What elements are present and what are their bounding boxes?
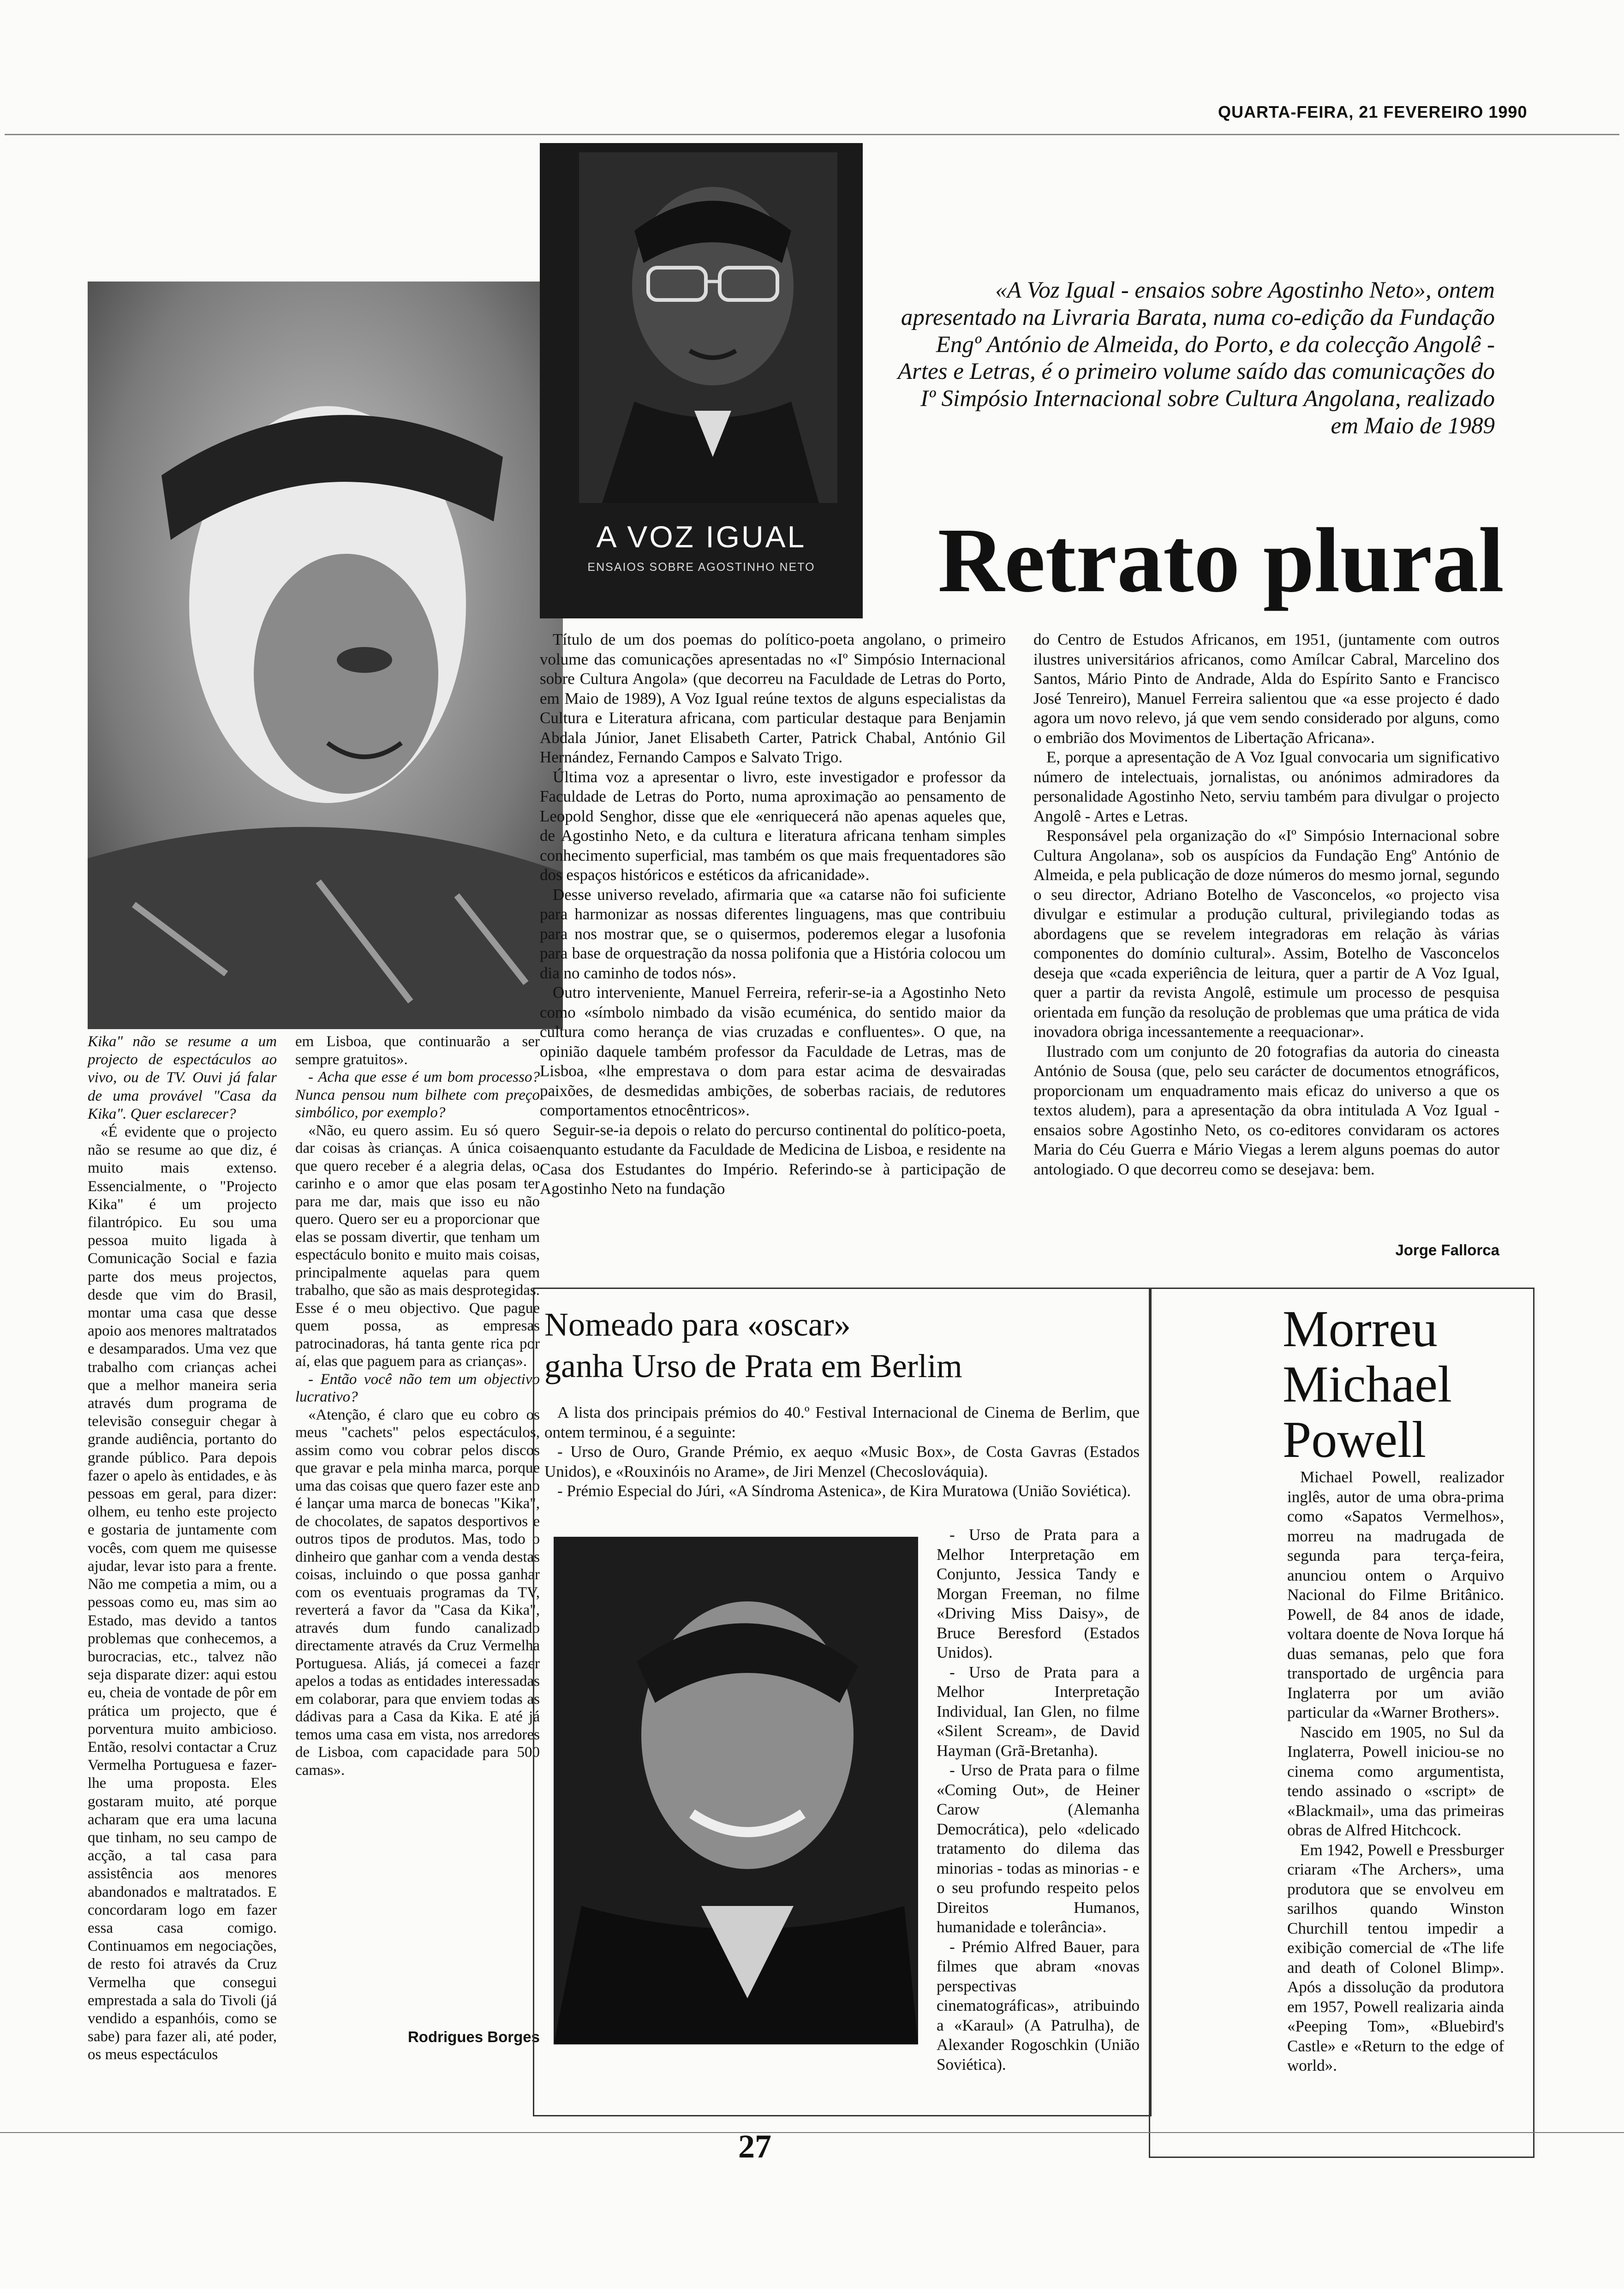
main-para-6: do Centro de Estudos Africanos, em 1951, (juntamente com outros ilustres universitários africanos, como Amílcar Cabral, Marcelino dos Santos, Mário Pinto de Andrade, Alda do Espírito Santo e Francisco José Tenreiro), Manuel Ferreira salientou que «a esse projecto é dado agora um novo relevo, já que vem sendo considerado por alguns, como o embrião dos Movimentos de Libertação Africana». [1033,630,1499,747]
berlin-alfred-bauer-prize: - Prémio Alfred Bauer, para filmes que abram «novas perspectivas cinematográficas», atribuindo a «Karaul» (A Patrulha), de Alexander Rogoschkin (União Soviética). [937,1937,1140,2073]
actor-portrait-image [554,1537,918,2044]
berlin-silver-bear-ensemble: - Urso de Prata para a Melhor Interpretação em Conjunto, Jessica Tandy e Morgan Freeman, no filme «Driving Miss Daisy», de Bruce Beresford (Estados Unidos). [937,1526,1140,1661]
powell-headline-line-2: Michael [1283,1356,1452,1413]
berlin-photo [554,1537,918,2044]
kika-answer-3: «Atenção, é claro que eu cobro os meus "cachets" pelos espectáculos, assim como vou cobrar pelos discos que gravar e pela minha marca, porque uma das coisas que quero fazer este ano é lançar uma marca de bonecas "Kika", de chocolates, de sapatos desportivos e outros tipos de produtos. Mas, todo o dinheiro que ganhar com a venda destas coisas, incluindo o que possa ganhar com os eventuais programas da TV, reverterá a favor da "Casa da Kika", através dum fundo canalizado directamente através da Cruz Vermelha Portuguesa. Aliás, já comecei a fazer apelos a todas as entidades interessadas em colaborar, para que enviem todas as dádivas para a Casa da Kika. E até já temos uma casa em vista, nos arredores de Lisboa, com capacidade para 500 camas». [295,1406,540,1779]
main-para-3: Desse universo revelado, afirmaria que «a catarse não foi suficiente para harmonizar as nossas diferentes linguagens, mas que contribuiu para nos mostrar que, se o quisermos, poderemos elegar a lusofonia para base de orquestração da nossa polifonia que a História colocou um dia no caminho de todos nós». [540,885,1006,982]
main-para-8: Responsável pela organização do «Iº Simpósio Internacional sobre Cultura Angolana», sob os auspícios da Fundação Engº António de Almeida, e pela publicação de doze números do mesmo jornal, segundo o seu director, Adriano Botelho de Vasconcelos, «o projecto visa divulgar e estimular a produção cultural, privilegiando todas as abordagens que se revelem integradoras em relação às várias componentes do domínio cultural». Assim, Botelho de Vasconcelos deseja que «cada experiência de leitura, quer a partir de A Voz Igual, quer a partir da revista Angolê, estimule um processo de pesquisa orientada em função da resolução de problemas que uma prática de vida inovadora obriga incessantemente a reequacionar». [1033,827,1499,1041]
kika-question-3: - Então você não tem um objectivo lucrativo? [295,1371,540,1405]
main-para-5: Seguir-se-ia depois o relato do percurso continental do político-poeta, enquanto estudante da Faculdade de Medicina de Lisboa, e residente na Casa dos Estudantes do Império. Referindo-se à participação de Agostinho Neto na fundação [540,1121,1006,1198]
footer-rule [0,2132,1624,2133]
berlin-headline-2: ganha Urso de Prata em Berlim [544,1348,962,1384]
main-para-9: Ilustrado com um conjunto de 20 fotografias da autoria do cineasta António de Sousa (que, pelo seu carácter de documentos etnográficos, proporcionam um enquadramento mais eficaz do universo a que os textos aludem), para a apresentação da obra intitulada A Voz Igual - ensaios sobre Agostinho Neto, os co-editores convidaram os actores Maria do Céu Guerra e Mário Viegas a lerem alguns poemas do autor antologiado. O que decorreu como se desejava: bem. [1033,1042,1499,1178]
powell-headline-line-3: Powell [1283,1411,1427,1468]
main-headline: Retrato plural [937,509,1504,611]
berlin-intro-para: A lista dos principais prémios do 40.º Festival Internacional de Cinema de Berlim, que ontem terminou, é a seguinte: [544,1403,1140,1441]
powell-body [1287,1468,1504,2076]
berlin-silver-bear-individual: - Urso de Prata para a Melhor Interpretação Individual, Ian Glen, no filme «Silent Scream», de David Hayman (Grã-Bretanha). [937,1663,1140,1760]
kika-question-2: - Acha que esse é um bom processo? Nunca pensou num bilhete com preço simbólico, por exemplo? [295,1069,540,1121]
berlin-column-right [937,1525,1140,2074]
main-lead: «A Voz Igual - ensaios sobre Agostinho Neto», ontem apresentado na Livraria Barata, numa co-edição da Fundação Engº António de Almeida, do Porto, e da colecção Angolê - Artes e Letras, é o primeiro volume saído das comunicações do Iº Simpósio Internacional sobre Cultura Angolana, realizado em Maio de 1989 [897,277,1495,439]
header-rule [5,134,1619,135]
powell-para-3: Em 1942, Powell e Pressburger criaram «The Archers», uma produtora que se envolveu em sarilhos quando Winston Churchill tentou impedir a exibição comercial de «The life and death of Colonel Blimp». Após a dissolução da produtora em 1957, Powell realizaria ainda «Peeping Tom», «Bluebird's Castle» e «Return to the edge of world». [1287,1840,1504,2074]
kika-answer-1: «É evidente que o projecto não se resume ao que diz, é muito mais extenso. Essencialmente, o "Projecto Kika" é um projecto filantrópico. Eu sou uma pessoa muito ligada à Comunicação Social e fazia parte dos meus projectos, desde que vim do Brasil, montar uma casa que desse apoio aos menores maltratados e desamparados. Uma vez que trabalho com crianças achei que a melhor maneira seria através dum programa de televisão conseguir chegar à grande audiência, portanto do grande público. Para depois fazer o apelo às entidades, e às pessoas em geral, para dizer: olhem, eu tenho este projecto e gostaria de juntamente com vocês, com quem me quisesse ajudar, levar isto para a frente. Não me competia a mim, ou a pessoas como eu, mas sim ao Estado, mas devido a tantos problemas que conhecemos, a burocracias, etc., talvez não seja disparate dizer: aqui estou eu, cheia de vontade de pôr em prática um projecto, que é porventura muito ambicioso. Então, resolvi contactar a Cruz Vermelha Portuguesa e fazer-lhe uma proposta. Eles gostaram muito, até porque acharam que era uma lacuna que tinham, no seu campo de acção, a tal casa para assistência aos menores abandonados e maltratados. E concordaram logo em fazer essa casa comigo. Continuamos em negociações, de resto foi através da Cruz Vermelha que consegui emprestada a sala do Tivoli (já vendido a espanhóis, como se sabe) para fazer ali, até poder, os meus espectáculos [88,1124,277,2063]
powell-headline-line-1: Morreu [1283,1300,1438,1358]
dateline: QUARTA-FEIRA, 21 FEVEREIRO 1990 [1218,102,1528,121]
berlin-jury-prize: - Prémio Especial do Júri, «A Síndroma Astenica», de Kira Muratowa (União Soviética). [557,1482,1131,1500]
kika-answer-2: «Não, eu quero assim. Eu só quero dar coisas às crianças. A única coisa que quero receber é a alegria delas, o carinho e o amor que elas posam ter para me dar, mais que isso eu não quero. Quero ser eu a proporcionar que elas se possam divertir, que tenham um espectáculo bonito e muito mais coisas, principalmente aquelas para quem trabalho, que são as mais desprotegidas. Esse é o meu objectivo. Que pague quem possa, as empresas patrocinadoras, há tanta gente rica por aí, elas que paguem para as crianças». [295,1122,540,1370]
page-number: 27 [738,2128,771,2165]
powell-para-1: Michael Powell, realizador inglês, autor de uma obra-prima como «Sapatos Vermelhos», morreu na madrugada de segunda para terça-feira, anunciou ontem o Arquivo Nacional do Filme Britânico. Powell, de 84 anos de idade, voltara doente de Nova Iorque há duas semanas, pelo que fora transportado de urgência para Inglaterra por um avião particular da «Warner Brothers». [1287,1468,1504,1721]
kika-answer-1-end: em Lisboa, que continuarão a ser sempre gratuitos». [295,1033,540,1068]
agostinho-neto-portrait [579,152,837,503]
main-column-2 [1033,630,1499,1179]
powell-para-2: Nascido em 1905, no Sul da Inglaterra, Powell iniciou-se no cinema como argumentista, tendo assinado o «script» de «Blackmail», uma das primeiras obras de Alfred Hitchcock. [1287,1723,1504,1839]
book-title: A VOZ IGUAL [596,520,806,554]
main-signature: Jorge Fallorca [1395,1241,1499,1258]
berlin-golden-bear: - Urso de Ouro, Grande Prémio, ex aequo «Music Box», de Costa Gavras (Estados Unidos), e «Rouxinóis no Arame», de Jiri Menzel (Checoslováquia). [544,1443,1140,1480]
main-para-1: Título de um dos poemas do político-poeta angolano, o primeiro volume das comunicações apresentadas no «Iº Simpósio Internacional sobre Cultura Angola» (que decorreu na Faculdade de Letras do Porto, em Maio de 1989), A Voz Igual reúne textos de alguns especialistas da Cultura e Literatura africana, com particular destaque para Benjamin Abdala Júnior, Janet Elisabeth Carter, Patrick Chabal, António Gil Hernández, Fernando Campos e Salvato Trigo. [540,630,1006,766]
book-subtitle: ENSAIOS SOBRE AGOSTINHO NETO [587,561,815,574]
powell-headline [1283,1301,1513,1468]
main-para-4: Outro interveniente, Manuel Ferreira, referir-se-ia a Agostinho Neto como «símbolo nimbado da visão ecuménica, do sentido maior da cultura como herança de vias cruzadas e confluentes». O que, na opinião daquele também professor da Faculdade de Letras, mas de Lisboa, «lhe emprestava o dom para estar acima de desvairadas paixões, de desmedidas ambições, de soberbas raciais, de redutores comportamentos etnocêntricos». [540,983,1006,1119]
kika-portrait-image [88,282,563,1029]
kika-signature: Rodrigues Borges [407,2028,540,2045]
kika-column-1 [88,1033,277,2064]
kika-column-2 [295,1033,540,1779]
main-para-2: Última voz a apresentar o livro, este investigador e professor da Faculdade de Letras do Porto, numa aproximação ao pensamento de Leopold Senghor, disse que ele «enriquecerá não apenas aqueles que, de Agostinho Neto, e da cultura e literatura africana tenham simples conhecimento superficial, mas também os que mais frequentadores são dos espaços históricos e estéticos da africanidade». [540,767,1006,884]
kika-question-1: Kika" não se resume a um projecto de espectáculos ao vivo, ou de TV. Ouvi já falar de uma provável "Casa da Kika". Quer esclarecer? [88,1033,277,1122]
kika-photo [88,282,563,1029]
main-para-7: E, porque a apresentação de A Voz Igual convocaria um significativo número de intelectuais, jornalistas, ou anónimos admiradores da personalidade Agostinho Neto, serviu também para divulgar o projecto Angolê - Artes e Letras. [1033,748,1499,825]
berlin-silver-bear-film: - Urso de Prata para o filme «Coming Out», de Heiner Carow (Alemanha Democrática), pelo «delicado tratamento do dilema das minorias - todas as minorias - e o seu profundo respeito pelos Direitos Humanos, humanidade e tolerância». [937,1761,1140,1936]
berlin-headline-1: Nomeado para «oscar» [544,1306,851,1343]
book-cover [540,143,863,618]
berlin-intro [544,1403,1140,1501]
main-column-1 [540,630,1006,1199]
